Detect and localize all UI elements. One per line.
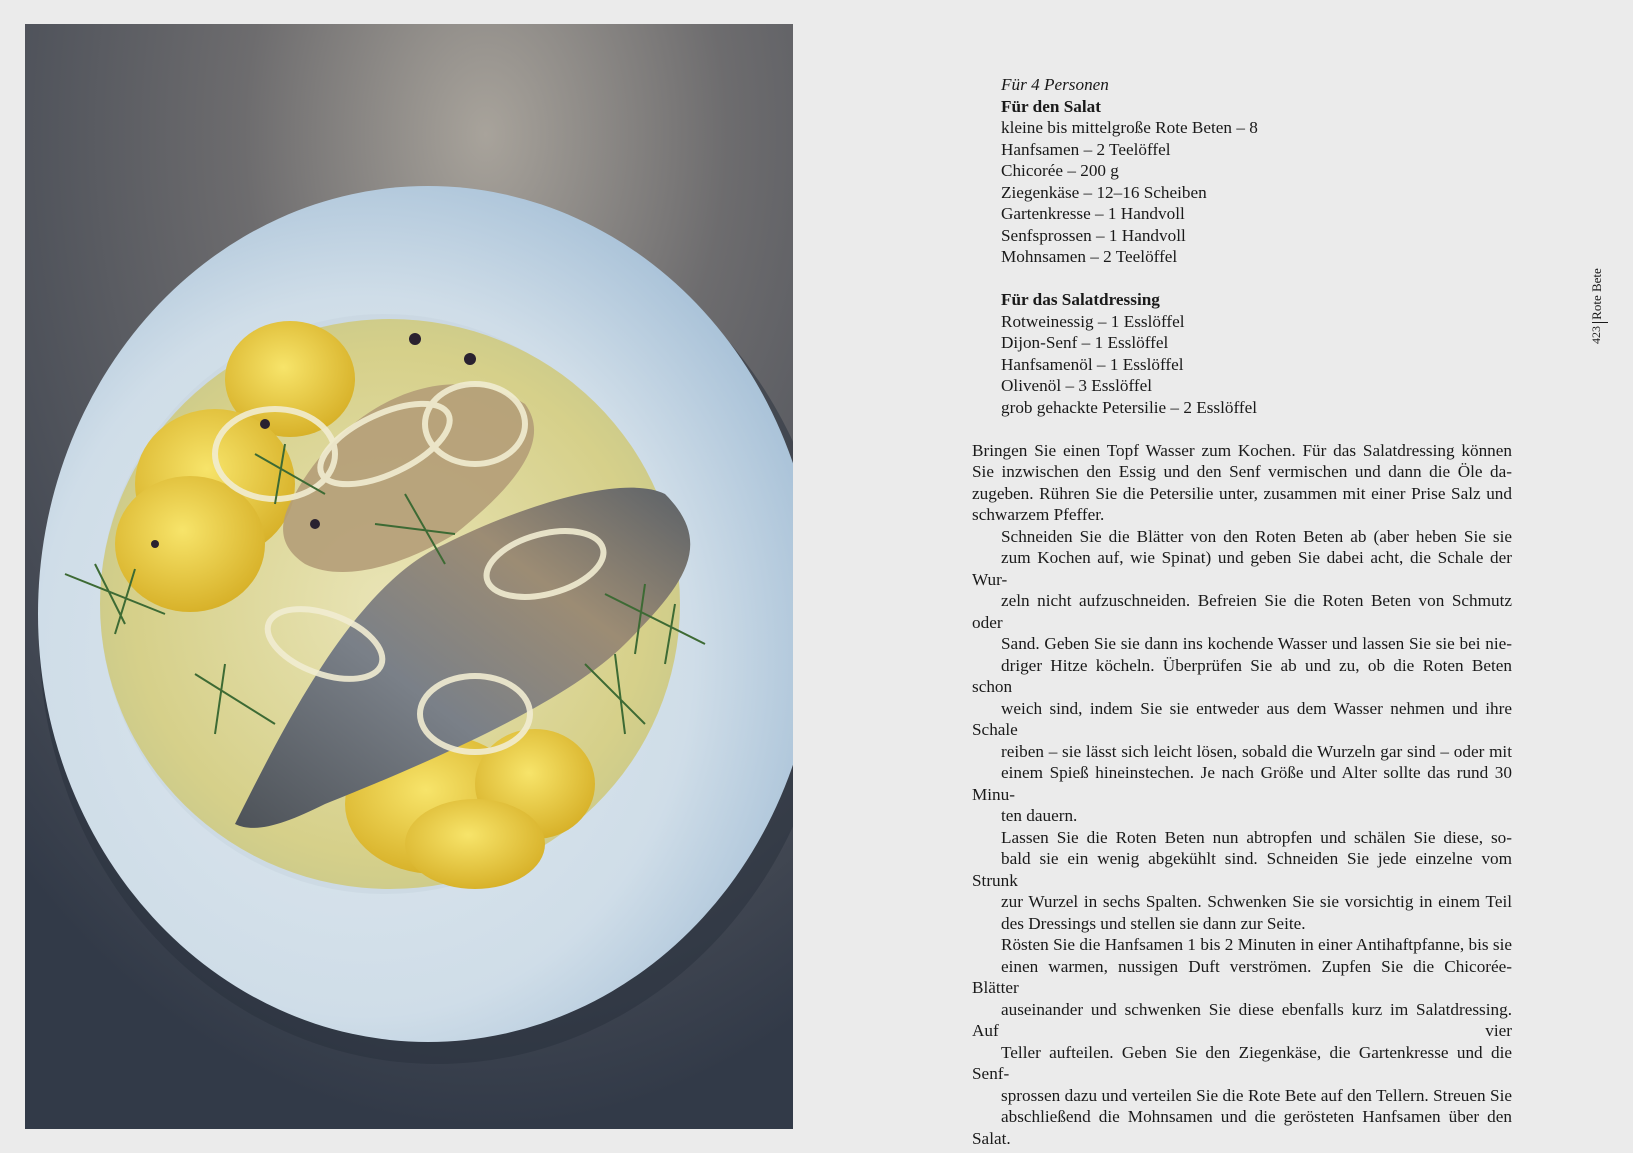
ingredient-item: kleine bis mittelgroße Rote Beten – 8 <box>1001 118 1258 137</box>
ingredient-item: Olivenöl – 3 Esslöffel <box>1001 376 1153 395</box>
text-line: reiben – sie lässt sich leicht lösen, sobald die Wurzeln gar sind – oder mit <box>1001 741 1512 761</box>
margin-divider <box>1592 322 1608 323</box>
text-line: einem Spieß hineinstechen. Je nach Größe und Alter sollte das rund 30 Minu- <box>972 763 1512 804</box>
method-text <box>972 440 1512 1150</box>
dish-photo <box>25 24 793 1129</box>
ingredient-item: Senfsprossen – 1 Handvoll <box>1001 225 1186 245</box>
text-line: Bringen Sie einen Topf Wasser zum Kochen. Für das Salatdressing können <box>972 440 1512 460</box>
text-line: weich sind, indem Sie sie entweder aus dem Wasser nehmen und ihre Schale <box>972 698 1512 739</box>
ingredient-item: Chicorée – 200 g <box>1001 161 1119 180</box>
salad-heading: Für den Salat <box>1001 96 1101 116</box>
method-paragraph <box>972 827 1512 935</box>
text-line: abschließend die Mohnsamen und die gerösteten Hanfsamen über den Salat. <box>972 1107 1512 1148</box>
text-line: Schneiden Sie die Blätter von den Roten Beten ab (aber heben Sie sie <box>1001 526 1512 546</box>
method-paragraph <box>972 526 1512 827</box>
text-line: des Dressings und stellen sie dann zur Seite. <box>1001 913 1306 933</box>
text-line: Sie inzwischen den Essig und den Senf vermischen und dann die Öle da- <box>972 462 1512 481</box>
text-line: zugeben. Rühren Sie die Petersilie unter, zusammen mit einer Prise Salz und <box>972 483 1512 503</box>
method-paragraph <box>972 934 1512 1149</box>
ingredients-block <box>1001 74 1512 418</box>
text-line: auseinander und schwenken Sie diese ebenfalls kurz im Salatdressing. Auf vier <box>972 999 1512 1040</box>
ingredient-item: Ziegenkäse – 12–16 Scheiben <box>1001 182 1207 202</box>
salad-ingredient-list <box>1001 117 1512 268</box>
method-paragraph <box>972 440 1512 526</box>
text-line: schwarzem Pfeffer. <box>972 505 1105 524</box>
text-line: einen warmen, nussigen Duft verströmen. Zupfen Sie die Chicorée-Blätter <box>972 956 1512 997</box>
text-line: zeln nicht aufzuschneiden. Befreien Sie die Roten Beten von Schmutz oder <box>972 591 1512 632</box>
dish-illustration <box>25 24 793 1129</box>
ingredient-item: Dijon-Senf – 1 Esslöffel <box>1001 333 1169 352</box>
dressing-ingredient-list <box>1001 311 1512 419</box>
ingredient-item: Hanfsamenöl – 1 Esslöffel <box>1001 354 1184 374</box>
text-line: zur Wurzel in sechs Spalten. Schwenken Sie sie vorsichtig in einem Teil <box>1001 892 1512 911</box>
dressing-heading: Für das Salatdressing <box>1001 290 1160 309</box>
text-line: Rösten Sie die Hanfsamen 1 bis 2 Minuten in einer Antihaftpfanne, bis sie <box>1001 935 1512 954</box>
margin-marker <box>1588 262 1612 342</box>
text-line: Sand. Geben Sie sie dann ins kochende Wasser und lassen Sie sie bei nie- <box>1001 634 1512 653</box>
text-line: Lassen Sie die Roten Beten nun abtropfen und schälen Sie diese, so- <box>1001 827 1512 847</box>
text-line: Teller aufteilen. Geben Sie den Ziegenkäse, die Gartenkresse und die Senf- <box>972 1042 1512 1083</box>
text-line: zum Kochen auf, wie Spinat) und geben Sie dabei acht, die Schale der Wur- <box>972 548 1512 589</box>
ingredient-item: Hanfsamen – 2 Teelöffel <box>1001 139 1171 159</box>
ingredient-item: Mohnsamen – 2 Teelöffel <box>1001 247 1178 266</box>
ingredient-item: grob gehackte Petersilie – 2 Esslöffel <box>1001 397 1257 417</box>
text-line: ten dauern. <box>1001 806 1078 825</box>
text-line: sprossen dazu und verteilen Sie die Rote Bete auf den Tellern. Streuen Sie <box>1001 1085 1512 1105</box>
chapter-title: Rote Bete <box>1589 268 1604 320</box>
ingredient-item: Gartenkresse – 1 Handvoll <box>1001 204 1185 223</box>
page-number: 423 <box>1589 326 1603 344</box>
ingredient-item: Rotweinessig – 1 Esslöffel <box>1001 311 1185 331</box>
recipe-text <box>972 74 1512 1149</box>
servings: Für 4 Personen <box>1001 75 1109 94</box>
text-line: bald sie ein wenig abgekühlt sind. Schneiden Sie jede einzelne vom Strunk <box>972 849 1512 890</box>
text-line: driger Hitze köcheln. Überprüfen Sie ab und zu, ob die Roten Beten schon <box>972 655 1512 696</box>
